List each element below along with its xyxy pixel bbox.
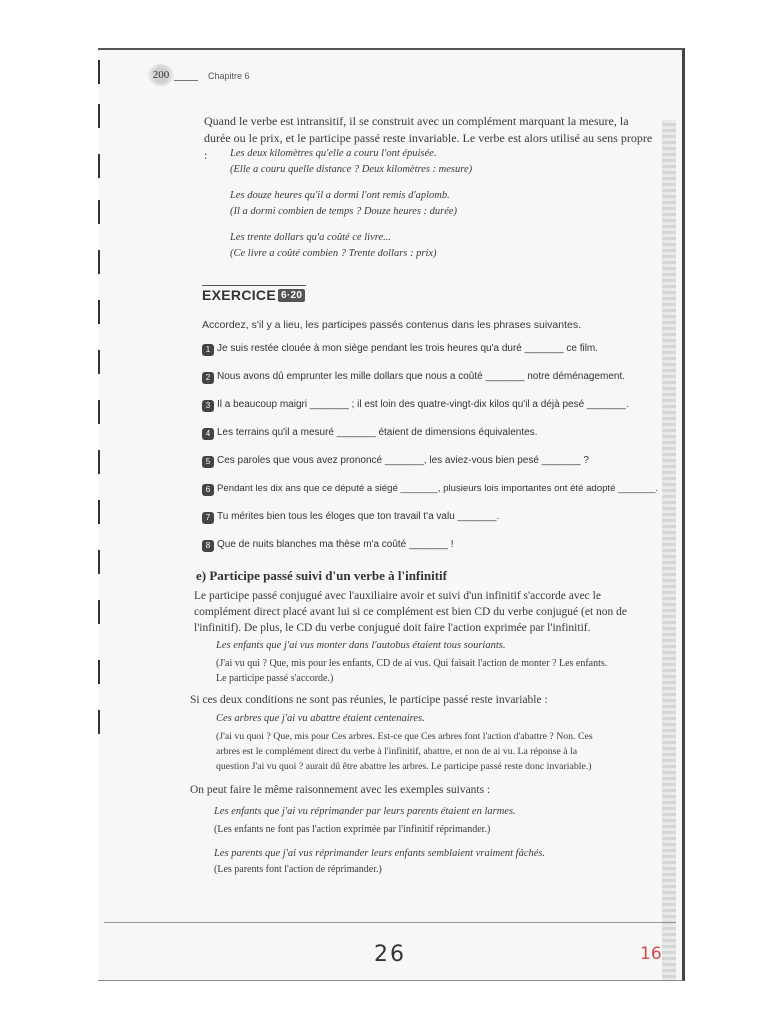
item-number: 7 (202, 512, 214, 524)
intro-example-2 (230, 188, 630, 220)
page-number: 200 (148, 64, 174, 86)
item-text: Il a beaucoup maigri _______ ; il est loin des quatre-vingt-dix kilos qu'il a déjà pesé _______. (217, 399, 629, 410)
section-example-4-explanation: (Les parents font l'action de réprimander.) (214, 864, 382, 875)
handwritten-page-number: 26 (374, 942, 406, 967)
item-text: Tu mérites bien tous les éloges que ton travail t'a valu _______. (217, 511, 500, 522)
exercise-item-8 (202, 539, 454, 552)
section-title: e) Participe passé suivi d'un verbe à l'infinitif (196, 568, 447, 583)
section-example-1-explanation: (J'ai vu qui ? Que, mis pour les enfants, CD de ai vus. Qui faisait l'action de monter ? Les enfants. Le participe passé s'accorde.) (216, 658, 608, 684)
item-number: 4 (202, 428, 214, 440)
footer-rule (104, 922, 676, 923)
exercise-instruction: Accordez, s'il y a lieu, les participes passés contenus dans les phrases suivantes. (202, 319, 582, 331)
example-explanation: (Elle a couru quelle distance ? Deux kilomètres : mesure) (230, 164, 473, 175)
chapter-label: Chapitre 6 (208, 71, 250, 81)
item-text: Nous avons dû emprunter les mille dollars que nous a coûté _______ notre déménagement. (217, 371, 626, 382)
section-example-1: Les enfants que j'ai vus monter dans l'autobus étaient tous souriants. (216, 640, 506, 651)
exercise-item-6 (202, 483, 658, 496)
exercise-item-1 (202, 343, 598, 356)
section-paragraph-1: Le participe passé conjugué avec l'auxiliaire avoir et suivi d'un infinitif s'accorde avec le complément direct placé avant lui si ce complément est bien CD du verbe conjugué (et non de l'infinitif). De plus, le CD du verbe conjugué doit faire l'action exprimée par l'infinitif. (194, 590, 628, 634)
item-number: 5 (202, 456, 214, 468)
item-text: Je suis restée clouée à mon siège pendant les trois heures qu'a duré _______ ce film. (217, 343, 599, 354)
example-explanation: (Ce livre a coûté combien ? Trente dollars : prix) (230, 248, 437, 259)
example-line: Les deux kilomètres qu'elle a couru l'ont épuisée. (230, 148, 437, 159)
exercise-item-3 (202, 399, 629, 412)
item-number: 3 (202, 400, 214, 412)
section-example-3: Les enfants que j'ai vu réprimander par leurs parents étaient en larmes. (214, 806, 516, 817)
intro-example-1 (230, 146, 630, 178)
item-text: Pendant les dix ans que ce député a siégé _______, plusieurs lois importantes ont été adopté _______. (217, 483, 659, 494)
item-text: Ces paroles que vous avez prononcé _______, les aviez-vous bien pesé _______ ? (217, 455, 589, 466)
exercise-rule (202, 285, 306, 286)
item-number: 8 (202, 540, 214, 552)
section-example-2: Ces arbres que j'ai vu abattre étaient centenaires. (216, 713, 425, 724)
item-text: Les terrains qu'il a mesuré _______ étaient de dimensions équivalentes. (217, 427, 538, 438)
example-line: Les douze heures qu'il a dormi l'ont remis d'aplomb. (230, 190, 450, 201)
binding-marks (98, 60, 106, 740)
section-example-3-explanation: (Les enfants ne font pas l'action exprimée par l'infinitif réprimander.) (214, 824, 491, 835)
item-number: 1 (202, 344, 214, 356)
item-number: 6 (202, 484, 214, 496)
exercise-tag: 6·20 (278, 289, 305, 302)
intro-paragraph: Quand le verbe est intransitif, il se construit avec un complément marquant la mesure, la durée ou le prix, et le participe passé reste invariable. Le verbe est alors utilisé au sens propre : (204, 114, 653, 162)
page-edge-shadow (662, 120, 676, 980)
exercise-item-5 (202, 455, 589, 468)
exercise-title (202, 287, 305, 303)
page-header (148, 64, 608, 84)
item-text: Que de nuits blanches ma thèse m'a coûté _______ ! (217, 539, 454, 550)
header-rule (174, 80, 198, 81)
section-example-4: Les parents que j'ai vus réprimander leurs enfants semblaient vraiment fâchés. (214, 848, 546, 859)
section-example-2-explanation: (J'ai vu quoi ? Que, mis pour Ces arbres. Est-ce que Ces arbres font l'action d'abattre ? Non. Ces arbres est le complément direct du verbe à l'infinitif, abattre, et non de ai vu. La réponse à la question J'ai vu quoi ? aurait dû être abattre les arbres. Le participe passé reste donc invariable.) (216, 731, 593, 772)
section-paragraph-2: Si ces deux conditions ne sont pas réunies, le participe passé reste invariable : (190, 694, 548, 706)
example-explanation: (Il a dormi combien de temps ? Douze heures : durée) (230, 206, 458, 217)
intro-example-3 (230, 230, 630, 262)
handwritten-red-number: 16 (640, 944, 662, 964)
example-line: Les trente dollars qu'a coûté ce livre... (230, 232, 391, 243)
item-number: 2 (202, 372, 214, 384)
exercise-title-text: EXERCICE (202, 287, 276, 303)
section-paragraph-3: On peut faire le même raisonnement avec les exemples suivants : (190, 784, 491, 796)
exercise-item-4 (202, 427, 537, 440)
exercise-item-2 (202, 371, 625, 384)
exercise-item-7 (202, 511, 499, 524)
